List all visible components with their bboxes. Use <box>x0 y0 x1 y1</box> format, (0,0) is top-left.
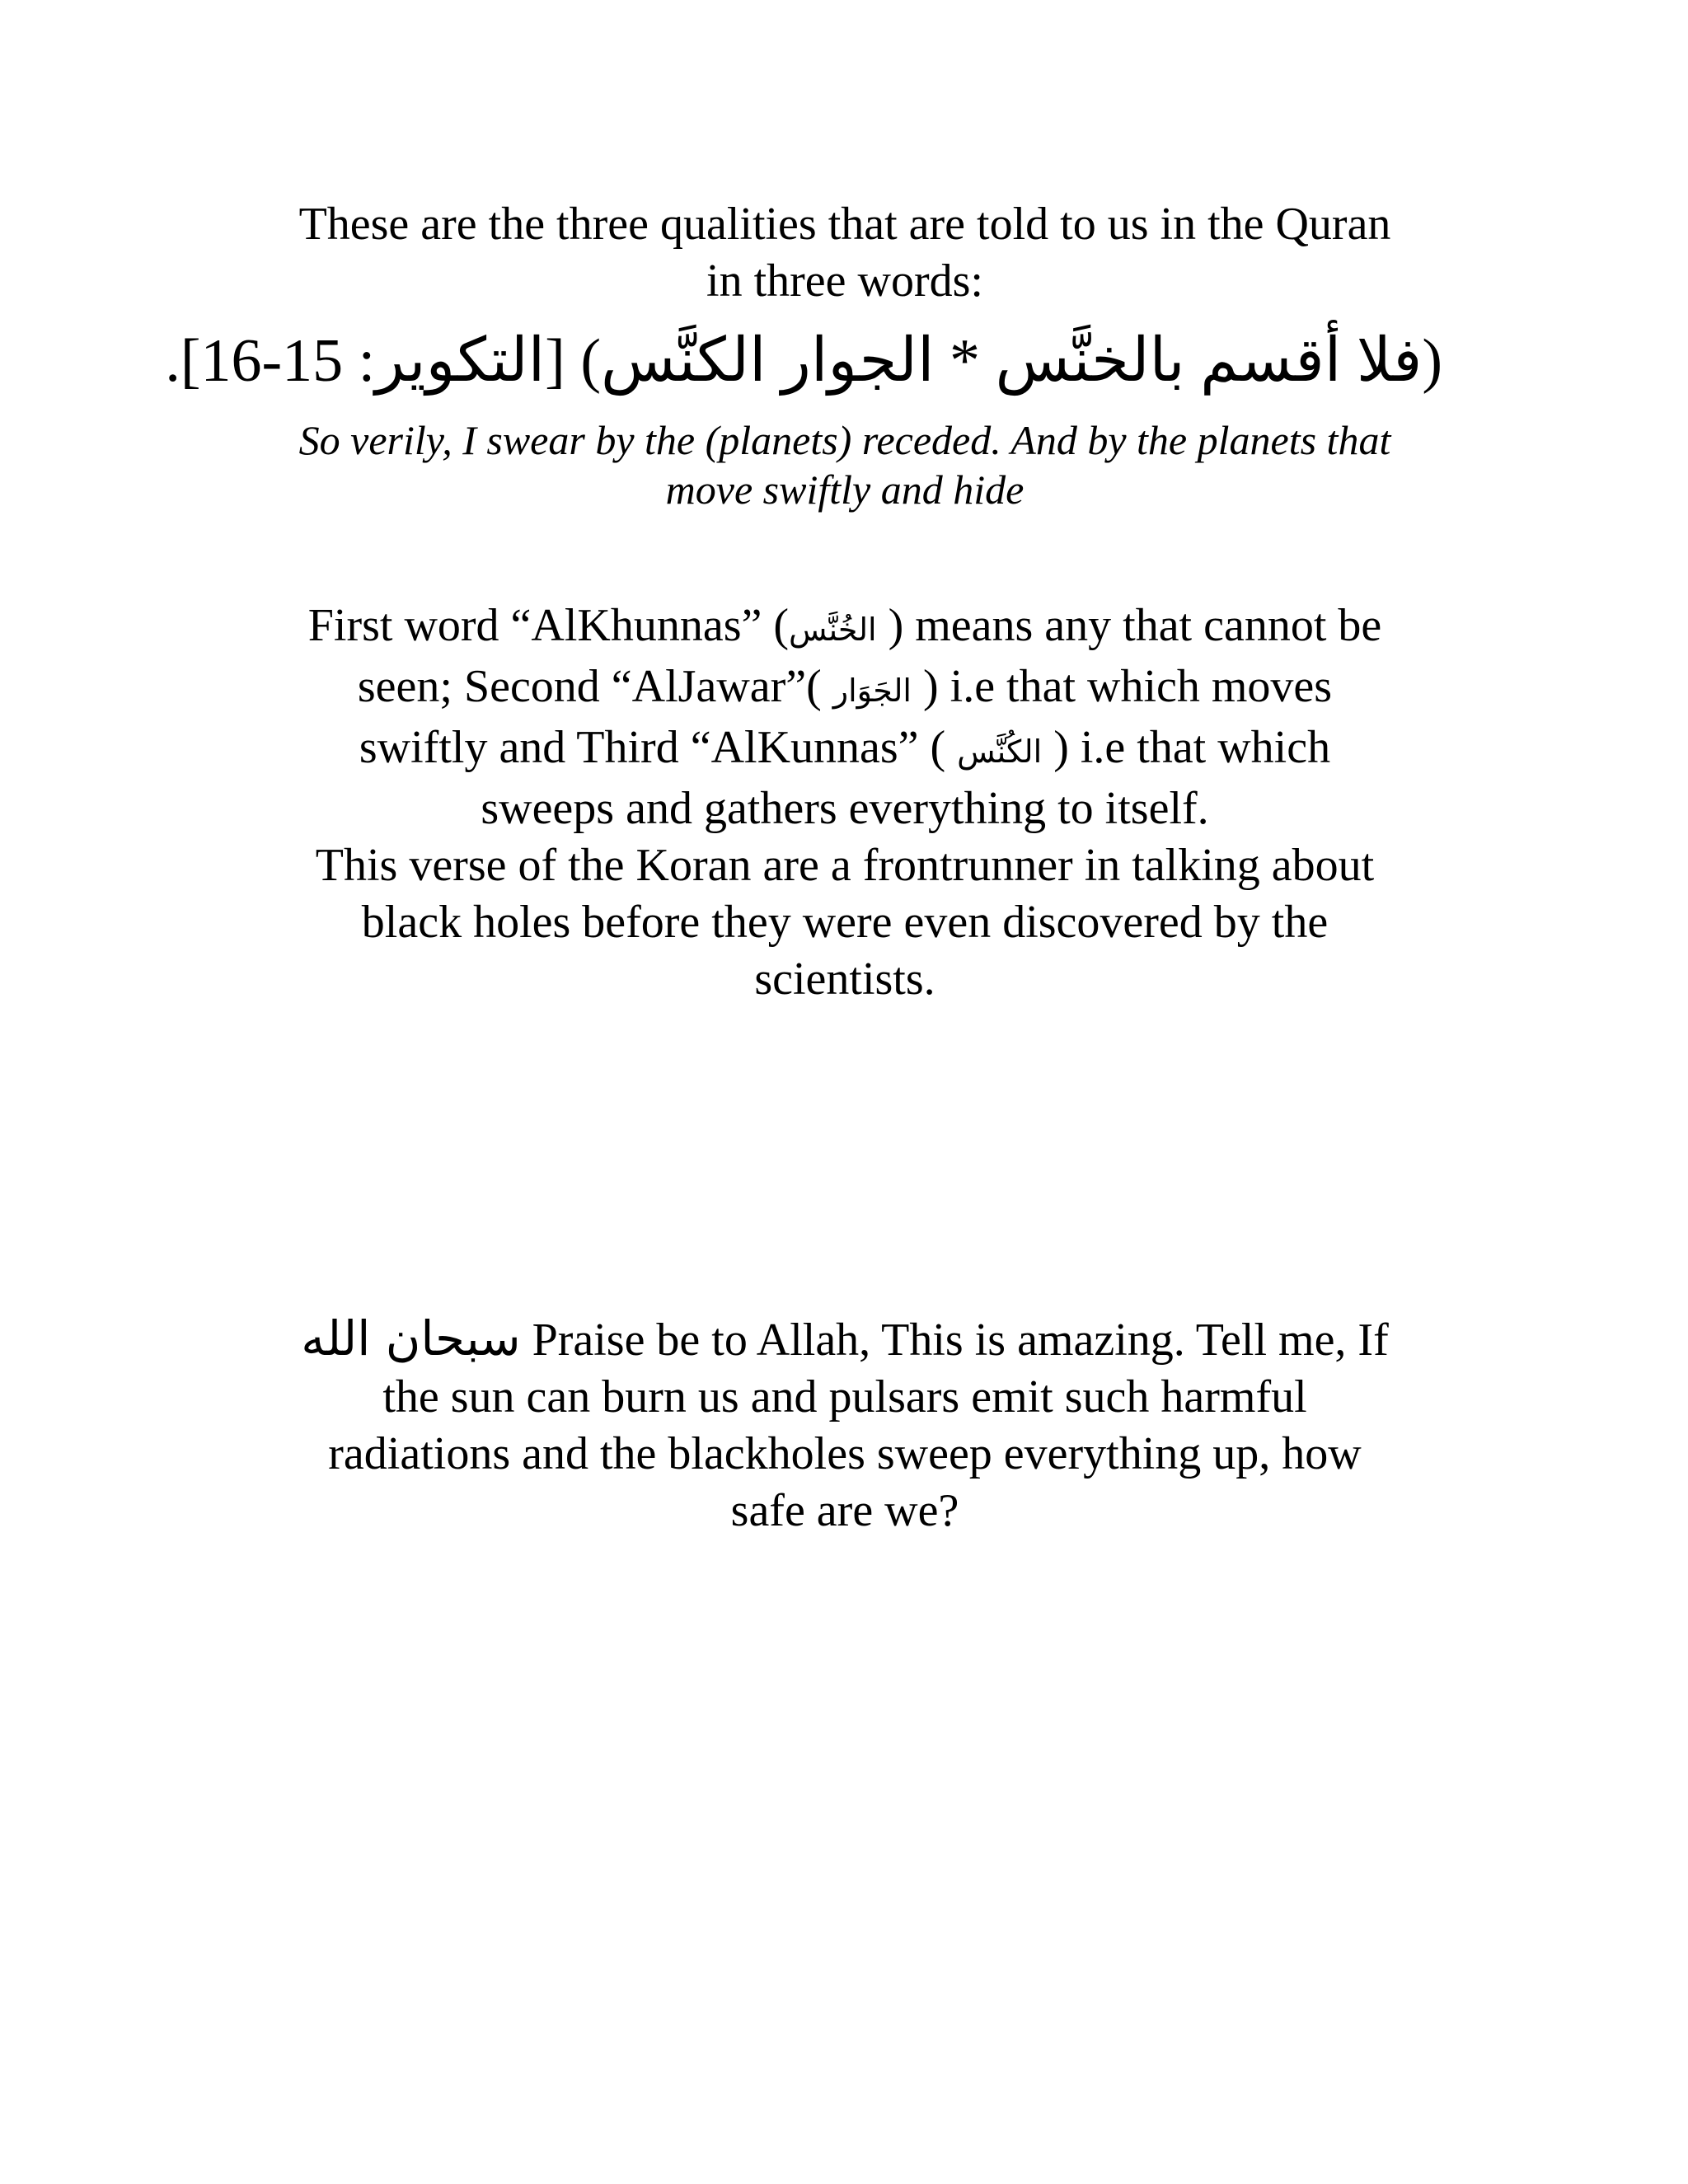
third-word-arabic: الكُنَّس <box>957 733 1043 770</box>
explanation-line-3 <box>247 719 1442 780</box>
praise-line-3: radiations and the blackholes sweep everything up, how <box>328 1428 1362 1479</box>
intro-line-2: in three words: <box>706 255 983 307</box>
arabic-verse: (فلا أقسم بالخنَّس * الجوار الكنَّس) [التكوير: 15-16]. <box>165 327 1442 395</box>
third-word-suffix: ) i.e that which <box>1053 722 1331 773</box>
third-word-prefix: swiftly and Third “AlKunnas” ( <box>359 722 946 773</box>
verse-translation <box>247 415 1442 514</box>
frontrunner-line-2: black holes before they were even discovered by the <box>361 897 1329 948</box>
praise-line-2: the sun can burn us and pulsars emit such harmful <box>382 1371 1307 1422</box>
translation-line-2: move swiftly and hide <box>665 466 1025 513</box>
praise-line-1 <box>247 1310 1442 1369</box>
intro-paragraph <box>247 196 1442 310</box>
word-explanation-paragraph <box>247 598 1442 837</box>
explanation-line-4: sweeps and gathers everything to itself. <box>481 783 1209 834</box>
second-word-arabic: الجَوَار <box>832 673 912 709</box>
second-word-suffix: ) i.e that which moves <box>922 661 1333 712</box>
first-word-suffix: ) means any that cannot be <box>888 600 1382 651</box>
intro-line-1: These are the three qualities that are told to us in the Quran <box>298 199 1391 250</box>
first-word-prefix: First word “AlKhunnas” ( <box>307 600 789 651</box>
praise-line-1-text: Praise be to Allah, This is amazing. Tell me, If <box>532 1315 1389 1366</box>
translation-line-1: So verily, I swear by the (planets) receded. And by the planets that <box>298 417 1391 463</box>
praise-paragraph <box>247 1310 1442 1540</box>
second-word-prefix: seen; Second “AlJawar”( <box>357 661 822 712</box>
first-word-arabic: الخُنَّس <box>789 612 877 648</box>
subhanallah-arabic: سبحان الله <box>301 1310 521 1366</box>
frontrunner-line-3: scientists. <box>754 954 935 1005</box>
explanation-line-1 <box>247 598 1442 658</box>
explanation-line-2 <box>247 658 1442 719</box>
frontrunner-paragraph <box>247 837 1442 1008</box>
frontrunner-line-1: This verse of the Koran are a frontrunner in talking about <box>315 840 1375 891</box>
praise-line-4: safe are we? <box>730 1485 959 1536</box>
